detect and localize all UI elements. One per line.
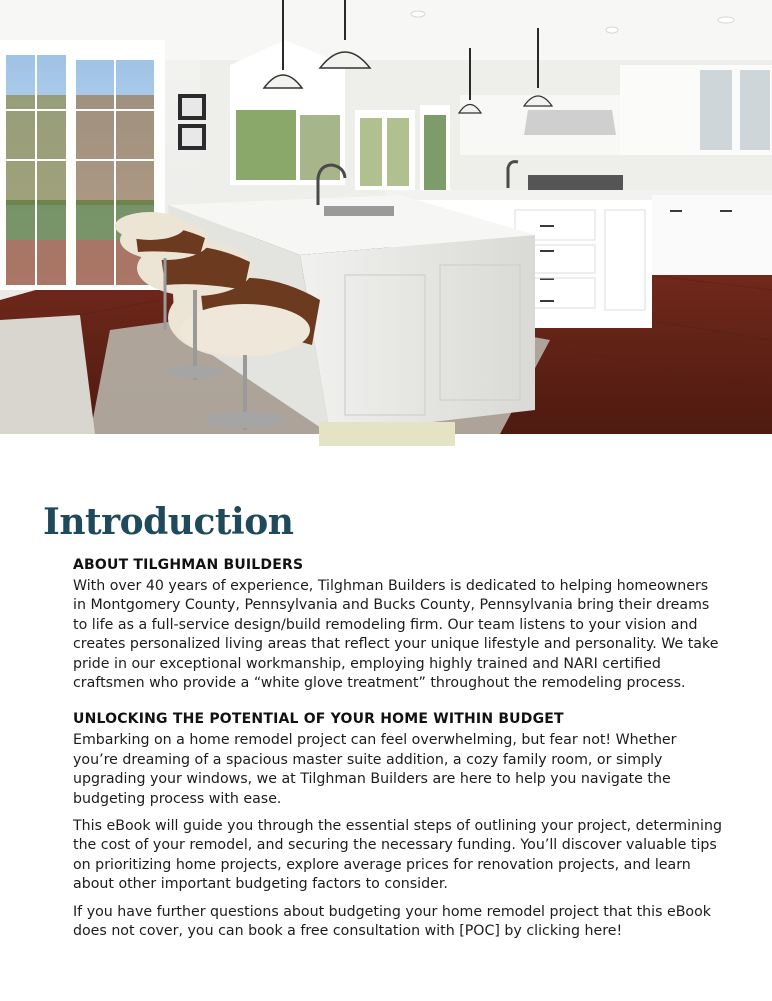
section-about	[73, 555, 723, 693]
hero-kitchen-photo	[0, 0, 772, 434]
paragraph-ebook-guide: This eBook will guide you through the essential steps of outlining your project, determining the cost of your remodel, and securing the necessary funding. You’ll discover valuable tips on prioritizing home projects, explore average prices for renovation projects, and learn about other important budgeting factors to consider.	[73, 818, 722, 893]
paragraph-budget-intro: Embarking on a home remodel project can feel overwhelming, but fear not! Whether you’re dreaming of a spacious master suite addition, a cozy family room, or simply upgrading your windows, we at Tilghman Builders are here to help you navigate the budgeting process with ease.	[73, 732, 677, 807]
content-body	[73, 555, 723, 942]
accent-tab	[319, 422, 455, 446]
page-title: Introduction	[43, 501, 294, 543]
section-heading-budget: UNLOCKING THE POTENTIAL OF YOUR HOME WITHIN BUDGET	[73, 711, 564, 728]
paragraph-consultation[interactable]: If you have further questions about budgeting your home remodel project that this eBook does not cover, you can book a free consultation with [POC] by clicking here!	[73, 903, 712, 940]
section-budget	[73, 709, 723, 941]
section-heading-about: ABOUT TILGHMAN BUILDERS	[73, 557, 304, 573]
paragraph-about: With over 40 years of experience, Tilghman Builders is dedicated to helping homeowners in Montgomery County, Pennsylvania and Bucks County, Pennsylvania bring their dreams to life as a full-service design/build remodeling firm. Our team listens to your vision and creates personalized living areas that reflect your unique lifestyle and personality. We take pride in our exceptional workmanship, employing highly trained and NARI certified craftsmen who provide a “white glove treatment” throughout the remodeling process.	[73, 578, 719, 692]
